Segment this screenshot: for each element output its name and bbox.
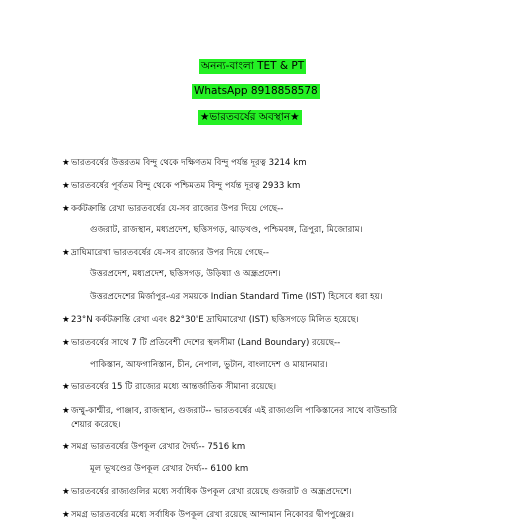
line-text: গুজরাট, রাজস্থান, মধ্যপ্রদেশ, ছত্তিসগড়, ঝাড়খণ্ড, পশ্চিমবঙ্গ, ত্রিপুরা, মিজোরাম। <box>90 225 363 235</box>
star-icon: ★ <box>62 382 70 392</box>
continuation-line <box>71 419 121 431</box>
line-text: মূল ভূখণ্ডের উপকূল রেখার দৈর্ঘ্য-- 6100 km <box>90 464 249 474</box>
star-icon: ★ <box>62 338 70 348</box>
bullet-line <box>62 381 276 393</box>
line-text: সমগ্র ভারতবর্ষের মধ্যে সর্বাধিক উপকূল রেখা রয়েছে আন্দামান নিকোবর দ্বীপপুঞ্জের। <box>71 510 354 520</box>
bullet-line <box>62 203 283 215</box>
continuation-line <box>90 224 363 236</box>
line-text: ভারতবর্ষের রাজ্যগুলির মধ্যে সর্বাধিক উপকূল রেখা রয়েছে গুজরাট ও অন্ধ্রপ্রদেশে। <box>71 487 352 497</box>
line-text: উত্তরপ্রদেশ, মধ্যপ্রদেশ, ছত্তিসগড়, উড়িষ্যা ও অন্ধ্রপ্রদেশ। <box>90 269 281 279</box>
line-text: ভারতবর্ষের উত্তরতম বিন্দু থেকে দক্ষিণতম বিন্দু পর্যন্ত দূরত্ব 3214 km <box>71 158 307 168</box>
continuation-line <box>90 359 328 371</box>
star-icon: ★ <box>62 158 70 168</box>
continuation-line <box>90 291 383 303</box>
bullet-line <box>62 441 245 453</box>
star-icon: ★ <box>62 487 70 497</box>
line-text: ভারতবর্ষের পূর্বতম বিন্দু থেকে পশ্চিমতম বিন্দু পর্যন্ত দূরত্ব 2933 km <box>71 181 301 191</box>
continuation-line <box>90 463 248 475</box>
star-icon: ★ <box>62 181 70 191</box>
continuation-line <box>90 268 281 280</box>
star-icon: ★ <box>62 248 70 258</box>
star-icon: ★ <box>62 406 70 416</box>
whatsapp-contact: WhatsApp 8918858578 <box>194 85 318 97</box>
line-text: দ্রাঘিমারেখা ভারতবর্ষের যে-সব রাজ্যের উপর দিয়ে গেছে-- <box>71 248 270 258</box>
bullet-line <box>62 509 354 521</box>
line-text: পাকিস্তান, আফগানিস্তান, চীন, নেপাল, ভুটান, বাংলাদেশ ও মায়ানমার। <box>90 360 328 370</box>
bullet-line <box>62 314 359 326</box>
bullet-line <box>62 157 307 169</box>
star-icon: ★ <box>62 510 70 520</box>
topic-heading: ★ভারতবর্ষের অবস্থান★ <box>200 111 300 123</box>
channel-title: অনন্য-বাংলা TET & PT <box>201 60 305 72</box>
bullet-line <box>62 486 352 498</box>
star-icon: ★ <box>62 204 70 214</box>
bullet-line <box>62 180 300 192</box>
bullet-line <box>62 337 340 349</box>
line-text: ভারতবর্ষের সাথে 7 টি প্রতিবেশী দেশের স্থলসীমা (Land Boundary) রয়েছে-- <box>71 338 341 348</box>
line-text: সমগ্র ভারতবর্ষের উপকূল রেখার দৈর্ঘ্য-- 7516 km <box>71 442 246 452</box>
line-text: 23°N কর্কটক্রান্তি রেখা এবং 82°30'E দ্রাঘিমারেখা (IST) ছত্তিসগড়ে মিলিত হয়েছে। <box>71 315 359 325</box>
bullet-line <box>62 247 269 259</box>
line-text: কর্কটক্রান্তি রেখা ভারতবর্ষের যে-সব রাজ্যের উপর দিয়ে গেছে-- <box>71 204 284 214</box>
line-text: জম্মু-কাশ্মীর, পাঞ্জাব, রাজস্থান, গুজরাট-- ভারতবর্ষের এই রাজ্যগুলি পাকিস্তানের সাথে বাউন্ডারি <box>71 406 398 416</box>
line-text: ভারতবর্ষের 15 টি রাজ্যের মধ্যে আন্তর্জাতিক সীমানা রয়েছে। <box>71 382 277 392</box>
star-icon: ★ <box>62 442 70 452</box>
bullet-line <box>62 405 397 417</box>
line-text: শেয়ার করেছে। <box>71 420 121 430</box>
star-icon: ★ <box>62 315 70 325</box>
line-text: উত্তরপ্রদেশের মির্জাপুর-এর সময়কে Indian Standard Time (IST) হিসেবে ধরা হয়। <box>90 292 383 302</box>
